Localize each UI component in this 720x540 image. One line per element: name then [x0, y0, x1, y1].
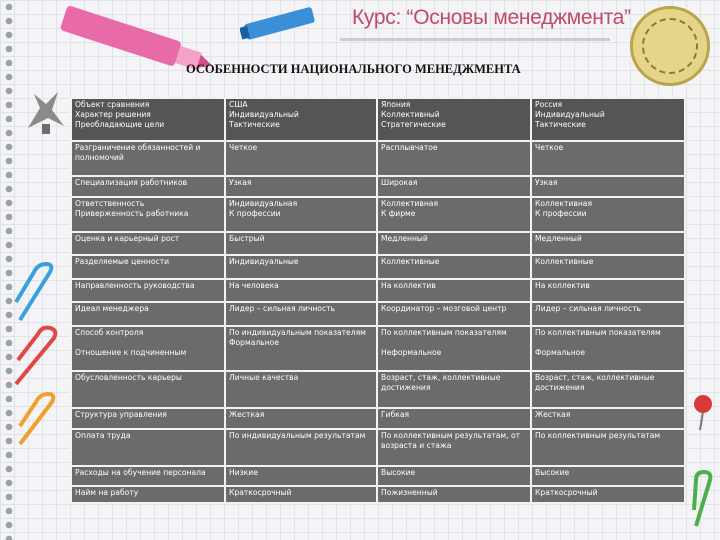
management-comparison-table: [70, 97, 686, 504]
title-underline: [340, 38, 610, 41]
table-row: [71, 371, 685, 408]
country-value-cell: Быстрый: [225, 232, 377, 255]
country-value-cell: США Индивидуальный Тактические: [225, 98, 377, 141]
criterion-cell: Ответственность Приверженность работника: [71, 197, 225, 232]
country-value-cell: По коллективным показателям Неформальное: [377, 326, 531, 371]
table-row: [71, 232, 685, 255]
page-title: ОСОБЕННОСТИ НАЦИОНАЛЬНОГО МЕНЕДЖМЕНТА: [186, 62, 521, 76]
country-value-cell: Высокие: [377, 466, 531, 486]
country-value-cell: Широкая: [377, 176, 531, 197]
country-value-cell: Жесткая: [531, 408, 685, 429]
criterion-cell: Разделяемые ценности: [71, 255, 225, 279]
criterion-cell: Способ контроля Отношение к подчиненным: [71, 326, 225, 371]
green-paperclip-icon: [688, 470, 718, 530]
table-row: [71, 255, 685, 279]
country-value-cell: Медленный: [531, 232, 685, 255]
country-value-cell: Высокие: [531, 466, 685, 486]
table-row: [71, 98, 685, 141]
country-value-cell: Гибкая: [377, 408, 531, 429]
criterion-cell: Идеал менеджера: [71, 302, 225, 326]
eagle-emblem-icon: [24, 88, 68, 136]
country-value-cell: Россия Индивидуальный Тактические: [531, 98, 685, 141]
country-value-cell: По коллективным результатам: [531, 429, 685, 466]
course-title: Курс: “Основы менеджмента”: [352, 6, 631, 29]
country-value-cell: На человека: [225, 279, 377, 302]
table-row: [71, 141, 685, 176]
university-seal-icon: [630, 6, 710, 86]
criterion-cell: Найм на работу: [71, 486, 225, 503]
country-value-cell: Низкие: [225, 466, 377, 486]
table-row: [71, 302, 685, 326]
criterion-cell: Оплата труда: [71, 429, 225, 466]
country-value-cell: Узкая: [531, 176, 685, 197]
criterion-cell: Расходы на обучение персонала: [71, 466, 225, 486]
country-value-cell: По коллективным результатам, от возраста и стажа: [377, 429, 531, 466]
criterion-cell: Разграничение обязанностей и полномочий: [71, 141, 225, 176]
country-value-cell: Краткосрочный: [225, 486, 377, 503]
criterion-cell: Направленность руководства: [71, 279, 225, 302]
country-value-cell: На коллектив: [531, 279, 685, 302]
criterion-cell: Обусловленность карьеры: [71, 371, 225, 408]
country-value-cell: По индивидуальным результатам: [225, 429, 377, 466]
criterion-cell: Структура управления: [71, 408, 225, 429]
country-value-cell: На коллектив: [377, 279, 531, 302]
country-value-cell: Четкое: [225, 141, 377, 176]
country-value-cell: Возраст, стаж, коллективные достижения: [531, 371, 685, 408]
table-row: [71, 326, 685, 371]
country-value-cell: Пожизненный: [377, 486, 531, 503]
country-value-cell: Коллективные: [531, 255, 685, 279]
country-value-cell: Лидер – сильная личность: [531, 302, 685, 326]
country-value-cell: Коллективные: [377, 255, 531, 279]
country-value-cell: Узкая: [225, 176, 377, 197]
criterion-cell: Объект сравнения Характер решения Преобладающие цели: [71, 98, 225, 141]
table-row: [71, 176, 685, 197]
country-value-cell: Индивидуальная К профессии: [225, 197, 377, 232]
country-value-cell: Возраст, стаж, коллективные достижения: [377, 371, 531, 408]
country-value-cell: Лидер – сильная личность: [225, 302, 377, 326]
criterion-cell: Специализация работников: [71, 176, 225, 197]
blue-marker-icon: [240, 0, 330, 50]
country-value-cell: По коллективным показателям Формальное: [531, 326, 685, 371]
red-paperclip-icon: [8, 320, 63, 390]
country-value-cell: Четкое: [531, 141, 685, 176]
table-row: [71, 279, 685, 302]
orange-paperclip-icon: [14, 390, 59, 450]
table-row: [71, 486, 685, 503]
country-value-cell: Индивидуальные: [225, 255, 377, 279]
country-value-cell: По индивидуальным показателям Формальное: [225, 326, 377, 371]
country-value-cell: Жесткая: [225, 408, 377, 429]
country-value-cell: Коллективная К профессии: [531, 197, 685, 232]
table-row: [71, 429, 685, 466]
country-value-cell: Япония Коллективный Стратегические: [377, 98, 531, 141]
country-value-cell: Коллективная К фирме: [377, 197, 531, 232]
country-value-cell: Координатор – мозговой центр: [377, 302, 531, 326]
country-value-cell: Медленный: [377, 232, 531, 255]
table-row: [71, 466, 685, 486]
red-pushpin-icon: [690, 392, 716, 432]
country-value-cell: Личные качества: [225, 371, 377, 408]
country-value-cell: Краткосрочный: [531, 486, 685, 503]
table-row: [71, 197, 685, 232]
criterion-cell: Оценка и карьерный рост: [71, 232, 225, 255]
country-value-cell: Расплывчатое: [377, 141, 531, 176]
table-row: [71, 408, 685, 429]
